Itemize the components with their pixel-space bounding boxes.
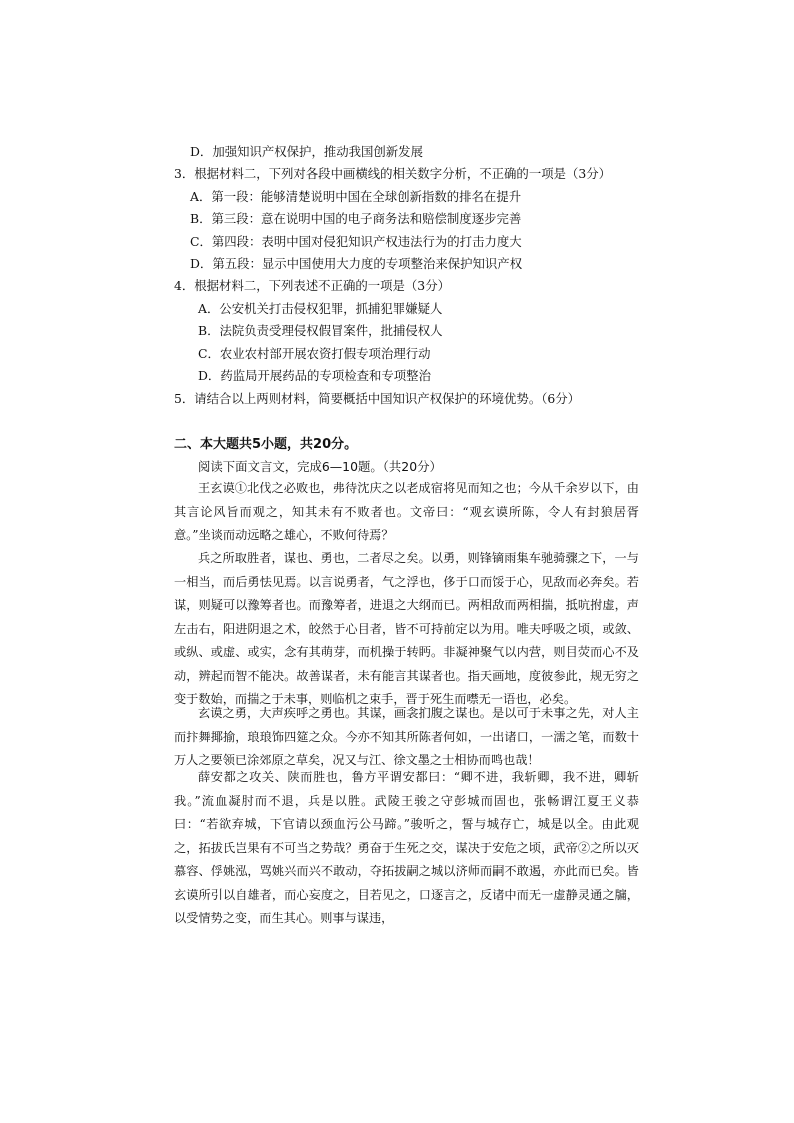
q2-option-d: D．加强知识产权保护，推动我国创新发展 — [190, 144, 423, 159]
passage-paragraph-3: 玄谟之勇，大声疾呼之勇也。其谋，画衾扪腹之谋也。是以可于未事之先，对人主而抃舞揶揄，琅琅饰四筵之众。今亦不知其所陈者何如，一出诸口，一濡之笔，而数十万人之要领已涂郊原之草矣，况又与江、徐文墨之士相协而鸣也哉！ — [174, 706, 639, 767]
q4-option-b: B．法院负责受理侵权假冒案件，批捕侵权人 — [198, 323, 443, 338]
q3-option-a: A．第一段：能够清楚说明中国在全球创新指数的排名在提升 — [190, 189, 522, 204]
section-title: 二、本大题共5小题，共20分。 — [174, 437, 358, 452]
q3-stem: 3．根据材料二，下列对各段中画横线的相关数字分析，不正确的一项是（3分） — [174, 166, 612, 181]
q4-option-a: A．公安机关打击侵权犯罪，抓捕犯罪嫌疑人 — [198, 301, 443, 316]
q4-option-d: D．药监局开展药品的专项检查和专项整治 — [198, 368, 431, 383]
passage-paragraph-2: 兵之所取胜者，谋也、勇也，二者尽之矣。以勇，则锋镝雨集车驰骑骤之下，一与一相当，而后勇怯见焉。以言说勇者，气之浮也，侈于口而馁于心，见敌而必奔矣。若谋，则疑可以豫筹者也。而豫筹者，进退之大纲而已。两相敌而两相揣，抵吭拊虚，声左击右，阳进阴退之术，皎然于心目者，皆不可持前定以为用。唯夫呼吸之顷，或敛、或纵、或虚、或实，念有其萌芽，而机操于转眄。非凝神聚气以内营，则目荧而心不及动，辨起而智不能决。故善谋者，未有能言其谋者也。指天画地，度彼参此，规无穷之变于数始，而揣之于未事，则临机之束手，晋于死生而噤无一语也，必矣。 — [174, 551, 639, 706]
q3-option-b: B．第三段：意在说明中国的电子商务法和赔偿制度逐步完善 — [190, 211, 522, 226]
q4-option-c: C．农业农村部开展农资打假专项治理行动 — [198, 346, 431, 361]
q3-option-c: C．第四段：表明中国对侵犯知识产权违法行为的打击力度大 — [190, 234, 522, 249]
passage-paragraph-4: 薛安都之攻关、陕而胜也，鲁方平谓安都曰：“卿不进，我斩卿，我不进，卿斩我。”流血凝肘而不退，兵是以胜。武陵王骏之守彭城而固也，张畅谓江夏王义恭曰：“若欲弃城，下官请以颈血污公马蹄。”骏听之，誓与城存亡，城是以全。由此观之，拓拔氏岂果有不可当之势哉？勇奋于生死之交，谋决于安危之顷，武帝②之所以灭慕容、俘姚泓，骂姚兴而兴不敢动，夺拓拔嗣之城以济师而嗣不敢遏，亦此而已矣。皆玄谟所引以自雄者，而心妄度之，目若见之，口逐言之，反诸中而无一虚静灵通之牖，以受情势之变，而生其心。则事与谋违， — [174, 770, 639, 925]
passage-paragraph-1: 王玄谟①北伐之必败也，弗待沈庆之以老成宿将见而知之也；今从千余岁以下，由其言论风旨而观之，知其未有不败者也。文帝曰：“观玄谟所陈，令人有封狼居胥意。”坐谈而动远略之雄心，不败何待焉？ — [174, 481, 639, 542]
q5-stem: 5．请结合以上两则材料，简要概括中国知识产权保护的环境优势。（6分） — [174, 391, 581, 406]
q3-option-d: D．第五段：显示中国使用大力度的专项整治来保护知识产权 — [190, 256, 523, 271]
section-intro: 阅读下面文言文，完成6—10题。（共20分） — [198, 459, 442, 474]
q4-stem: 4．根据材料二，下列表述不正确的一项是（3分） — [174, 278, 450, 293]
